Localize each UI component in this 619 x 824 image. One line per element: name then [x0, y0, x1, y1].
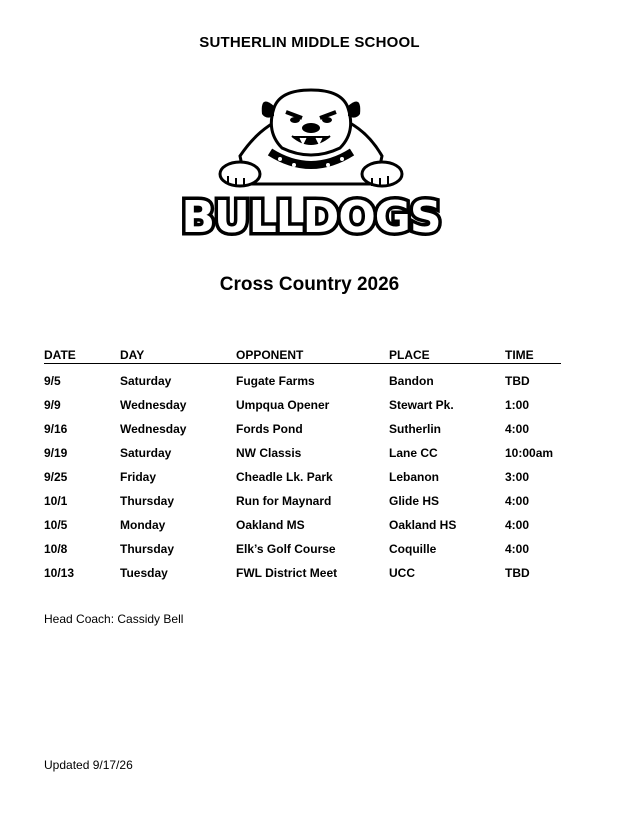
date-cell: 10/5	[44, 518, 68, 532]
opponent-cell: NW Classis	[236, 446, 302, 460]
day-cell: Saturday	[120, 446, 172, 460]
column-header-day: DAY	[120, 344, 236, 364]
place-cell: Coquille	[389, 542, 437, 556]
table-row	[44, 412, 561, 436]
day-cell: Wednesday	[120, 398, 187, 412]
table-row	[44, 460, 561, 484]
table-row	[44, 532, 561, 556]
schedule-table	[44, 344, 561, 580]
day-cell: Saturday	[120, 374, 172, 388]
place-cell: Oakland HS	[389, 518, 457, 532]
time-cell: TBD	[505, 566, 530, 580]
time-cell: 4:00	[505, 422, 530, 436]
time-cell: 4:00	[505, 518, 530, 532]
date-cell: 9/19	[44, 446, 68, 460]
place-cell: Bandon	[389, 374, 434, 388]
column-header-place: PLACE	[389, 344, 505, 364]
school-name: SUTHERLIN MIDDLE SCHOOL	[199, 34, 420, 51]
table-header-row	[44, 344, 561, 364]
opponent-cell: Fugate Farms	[236, 374, 315, 388]
opponent-cell: Elk’s Golf Course	[236, 542, 336, 556]
head-coach: Head Coach: Cassidy Bell	[44, 612, 184, 626]
day-cell: Wednesday	[120, 422, 187, 436]
day-cell: Thursday	[120, 542, 175, 556]
place-cell: Stewart Pk.	[389, 398, 454, 412]
table-row	[44, 388, 561, 412]
day-cell: Monday	[120, 518, 166, 532]
column-header-date: DATE	[44, 344, 120, 364]
place-cell: Glide HS	[389, 494, 440, 508]
time-cell: 10:00am	[505, 446, 554, 460]
place-cell: UCC	[389, 566, 415, 580]
time-cell: TBD	[505, 374, 530, 388]
date-cell: 10/1	[44, 494, 68, 508]
time-cell: 1:00	[505, 398, 530, 412]
opponent-cell: Run for Maynard	[236, 494, 332, 508]
column-header-opponent: OPPONENT	[236, 344, 389, 364]
table-row	[44, 364, 561, 388]
opponent-cell: Umpqua Opener	[236, 398, 330, 412]
logo-wordmark: BULLDOGS	[181, 192, 441, 243]
column-header-time: TIME	[505, 344, 561, 364]
day-cell: Tuesday	[120, 566, 168, 580]
place-cell: Sutherlin	[389, 422, 442, 436]
time-cell: 3:00	[505, 470, 530, 484]
day-cell: Thursday	[120, 494, 175, 508]
time-cell: 4:00	[505, 494, 530, 508]
place-cell: Lebanon	[389, 470, 439, 484]
date-cell: 10/8	[44, 542, 68, 556]
table-row	[44, 556, 561, 580]
time-cell: 4:00	[505, 542, 530, 556]
day-cell: Friday	[120, 470, 157, 484]
opponent-cell: FWL District Meet	[236, 566, 338, 580]
date-cell: 9/9	[44, 398, 61, 412]
bulldog-mascot-icon	[181, 86, 441, 243]
updated-date: Updated 9/17/26	[44, 758, 133, 772]
place-cell: Lane CC	[389, 446, 438, 460]
event-title: Cross Country 2026	[219, 274, 400, 295]
date-cell: 9/25	[44, 470, 68, 484]
table-row	[44, 484, 561, 508]
table-row	[44, 508, 561, 532]
date-cell: 9/16	[44, 422, 68, 436]
opponent-cell: Fords Pond	[236, 422, 303, 436]
table-row	[44, 436, 561, 460]
opponent-cell: Cheadle Lk. Park	[236, 470, 333, 484]
opponent-cell: Oakland MS	[236, 518, 305, 532]
date-cell: 9/5	[44, 374, 61, 388]
date-cell: 10/13	[44, 566, 75, 580]
